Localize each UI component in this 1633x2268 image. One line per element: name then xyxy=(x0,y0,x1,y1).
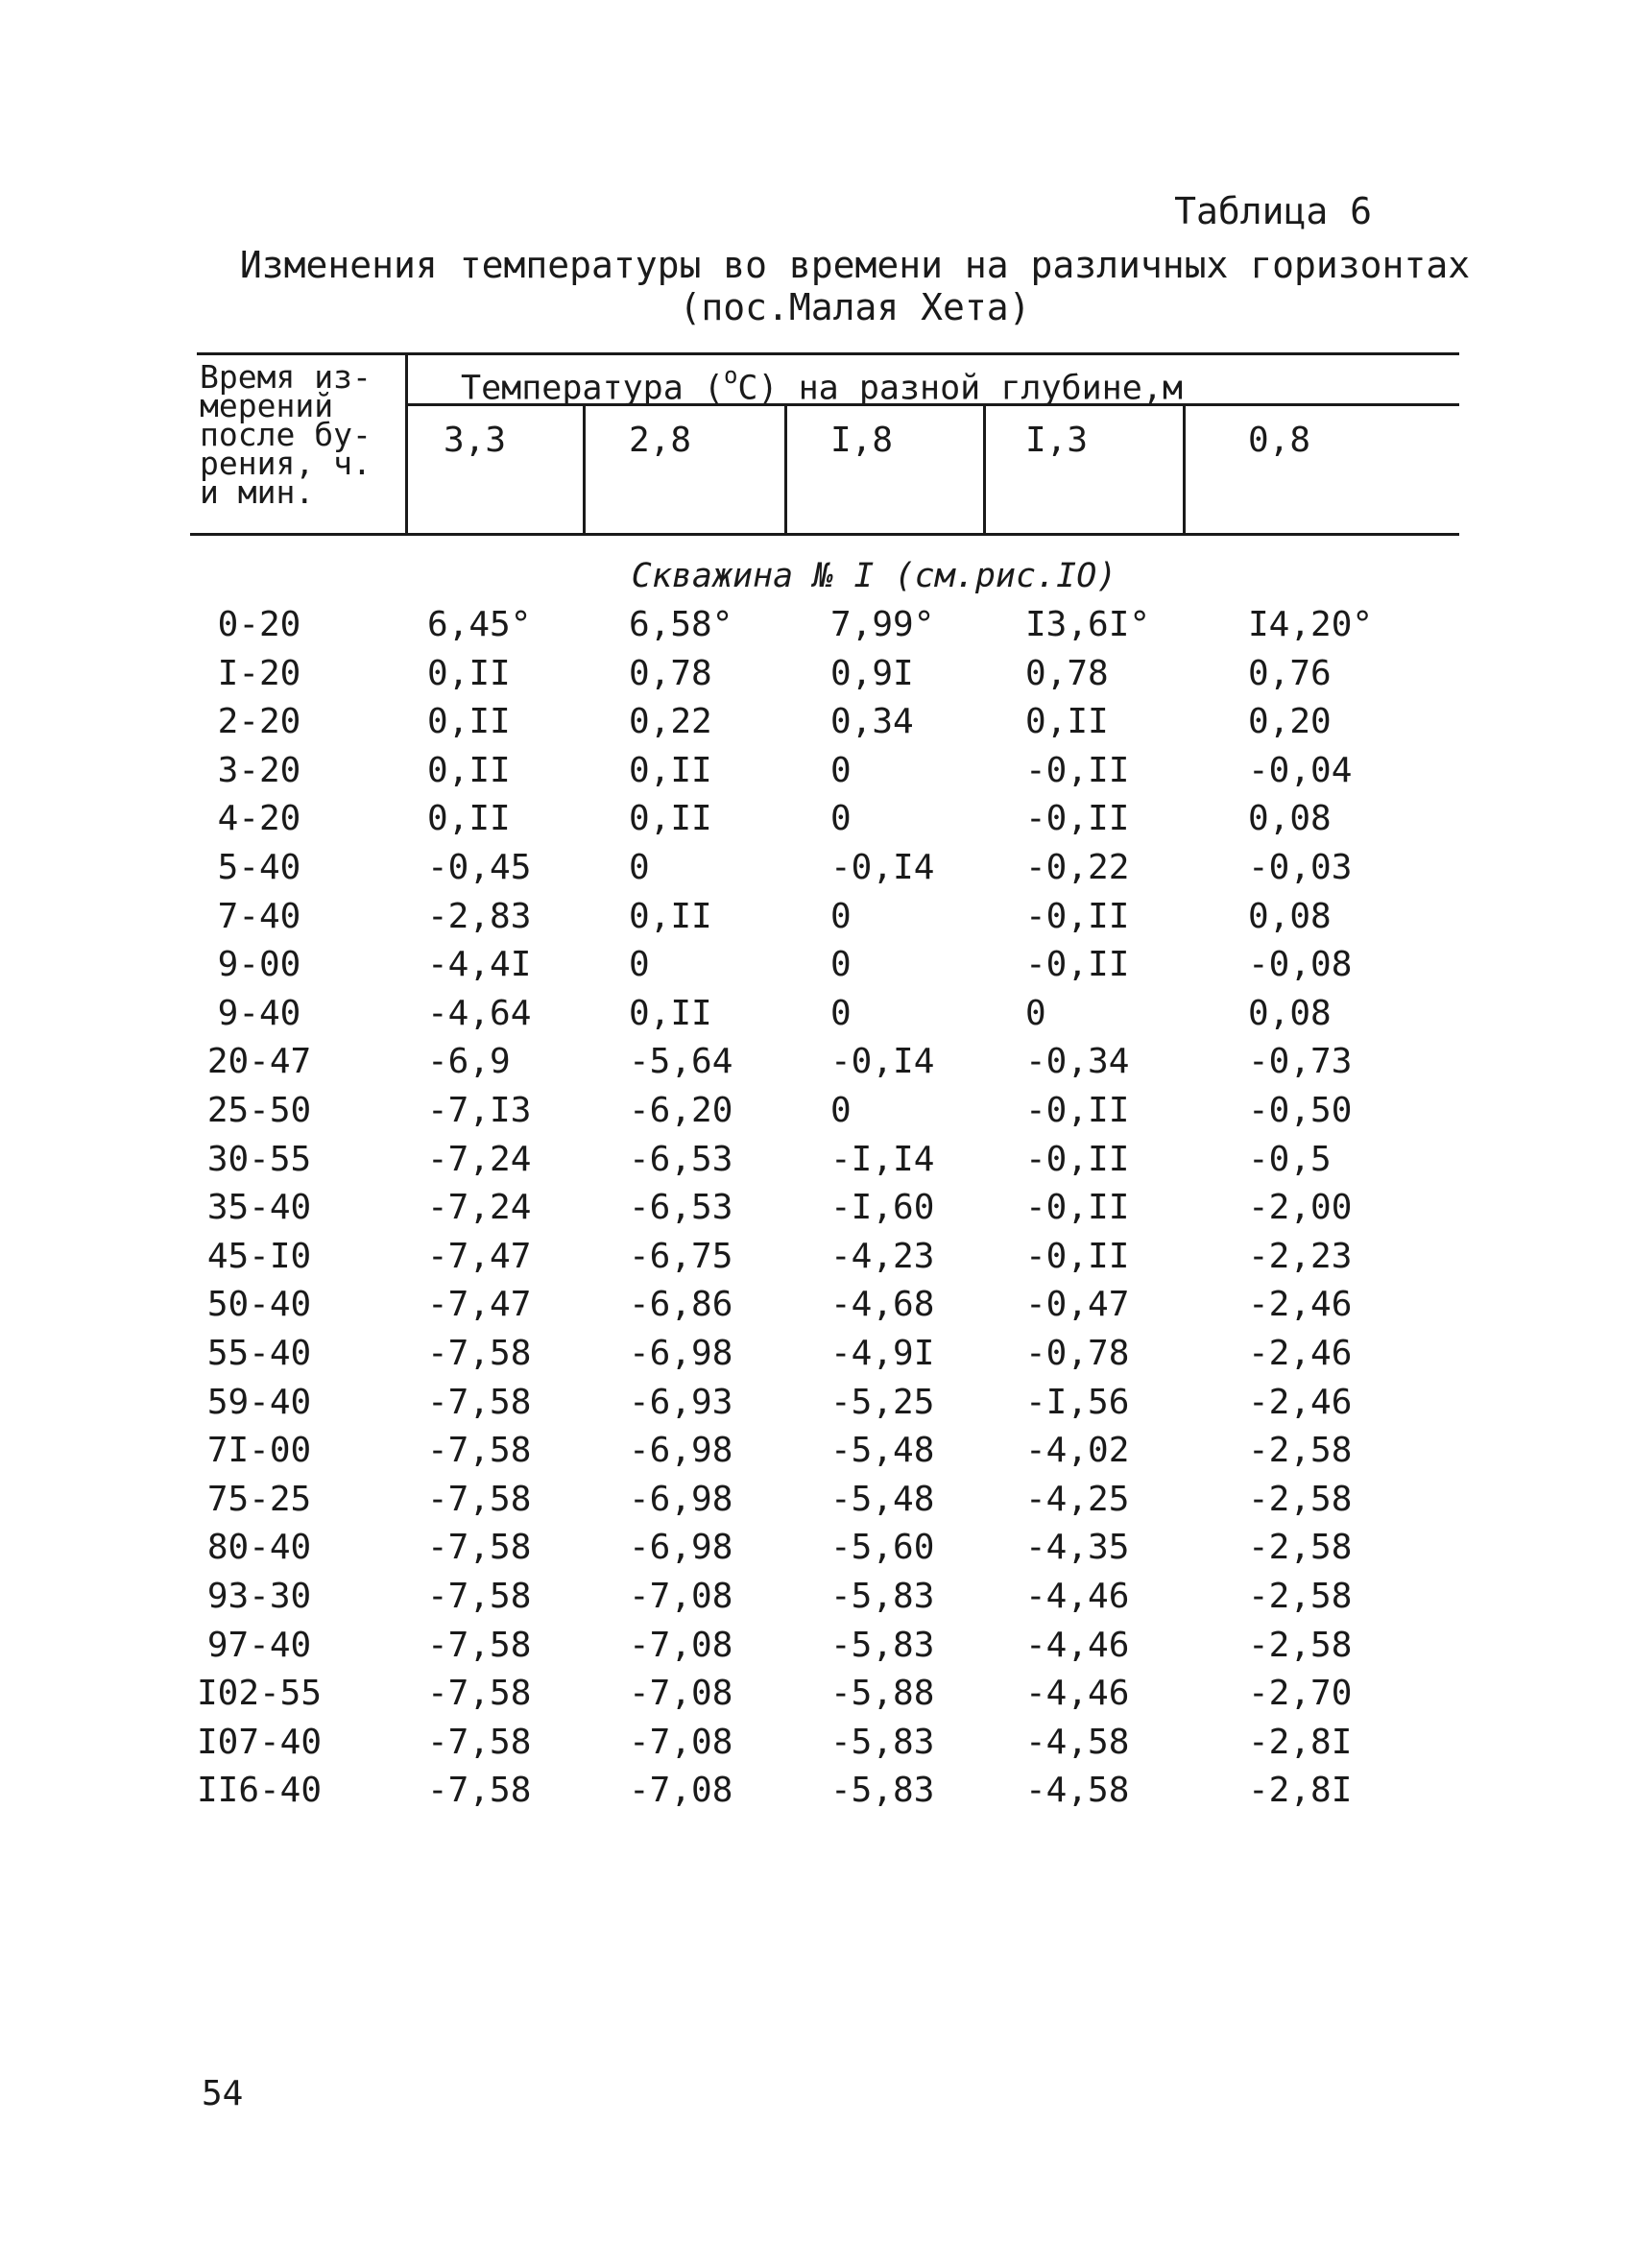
table-row xyxy=(0,1042,1633,1090)
temperature-cell: 0,20 xyxy=(1248,702,1332,742)
temperature-cell: 0,08 xyxy=(1248,993,1332,1033)
temperature-cell: 0,22 xyxy=(629,702,712,742)
table-row xyxy=(0,994,1633,1042)
temperature-cell: 0 xyxy=(830,799,852,839)
temperature-cell: -6,98 xyxy=(629,1479,733,1519)
temperature-cell: -2,58 xyxy=(1248,1528,1353,1568)
table-row xyxy=(0,702,1633,750)
temperature-cell: -7,I3 xyxy=(427,1091,532,1130)
table-row xyxy=(0,1091,1633,1139)
temperature-cell: -4,46 xyxy=(1025,1625,1130,1665)
temperature-cell: -7,47 xyxy=(427,1285,532,1325)
temperature-cell: -5,60 xyxy=(830,1528,935,1568)
time-cell: 0-20 xyxy=(217,605,301,644)
temperature-cell: -0,5 xyxy=(1248,1139,1332,1179)
temperature-cell: 0,II xyxy=(1025,702,1109,742)
temperature-header xyxy=(461,360,1183,408)
header-divider-3 xyxy=(983,403,986,535)
time-cell: 97-40 xyxy=(206,1625,312,1665)
temperature-cell: 0,9I xyxy=(830,653,914,693)
temperature-cell: I3,6I° xyxy=(1025,605,1151,644)
temperature-cell: -2,46 xyxy=(1248,1334,1353,1373)
table-row xyxy=(0,1674,1633,1722)
temperature-cell: -2,8I xyxy=(1248,1771,1353,1811)
temperature-cell: I4,20° xyxy=(1248,605,1374,644)
temperature-cell: -7,58 xyxy=(427,1722,532,1762)
temperature-cell: 7,99° xyxy=(830,605,935,644)
time-cell: 20-47 xyxy=(206,1042,312,1082)
time-cell: 7I-00 xyxy=(206,1431,312,1471)
temperature-cell: 0,II xyxy=(427,653,511,693)
time-cell: 7-40 xyxy=(217,896,301,936)
temperature-cell: 0 xyxy=(830,993,852,1033)
table-row xyxy=(0,1771,1633,1819)
temperature-cell: -2,58 xyxy=(1248,1431,1353,1471)
temperature-cell: 0 xyxy=(830,896,852,936)
time-cell: 5-40 xyxy=(217,848,301,887)
table-row xyxy=(0,654,1633,702)
temperature-cell: -6,20 xyxy=(629,1091,733,1130)
temperature-cell: -7,58 xyxy=(427,1431,532,1471)
temperature-cell: -6,98 xyxy=(629,1334,733,1373)
temperature-cell: -I,I4 xyxy=(830,1139,935,1179)
table-row xyxy=(0,605,1633,653)
temperature-cell: 0,II xyxy=(427,702,511,742)
temperature-cell: -5,83 xyxy=(830,1577,935,1616)
temperature-cell: -4,58 xyxy=(1025,1771,1130,1811)
temperature-cell: -0,II xyxy=(1025,945,1130,985)
temperature-cell: -7,58 xyxy=(427,1334,532,1373)
temperature-cell: -2,8I xyxy=(1248,1722,1353,1762)
table-row xyxy=(0,1140,1633,1188)
temperature-cell: -0,45 xyxy=(427,848,532,887)
table-row xyxy=(0,1528,1633,1576)
temperature-cell: -4,4I xyxy=(427,945,532,985)
temperature-cell: -I,56 xyxy=(1025,1382,1130,1422)
time-cell: 80-40 xyxy=(206,1528,312,1568)
time-cell: 45-I0 xyxy=(206,1236,312,1276)
temperature-cell: 0 xyxy=(830,945,852,985)
temperature-cell: -5,48 xyxy=(830,1479,935,1519)
temperature-cell: 0,II xyxy=(629,896,712,936)
time-header-line: Время из- xyxy=(200,358,372,396)
temperature-cell: 0,II xyxy=(427,750,511,790)
temperature-cell: -4,46 xyxy=(1025,1674,1130,1714)
temperature-cell: -0,II xyxy=(1025,896,1130,936)
temperature-header-text: Температура ( xyxy=(461,369,724,408)
temperature-cell: -6,75 xyxy=(629,1236,733,1276)
temperature-cell: -0,22 xyxy=(1025,848,1130,887)
depth-header-2: 2,8 xyxy=(629,421,692,460)
temperature-cell: -2,58 xyxy=(1248,1625,1353,1665)
time-cell: 9-00 xyxy=(217,945,301,985)
temperature-cell: 0,34 xyxy=(830,702,914,742)
temperature-cell: -7,58 xyxy=(427,1479,532,1519)
time-cell: 75-25 xyxy=(206,1479,312,1519)
depth-header-1: 3,3 xyxy=(444,421,507,460)
time-cell: 4-20 xyxy=(217,799,301,839)
temperature-cell: -7,58 xyxy=(427,1577,532,1616)
temperature-cell: -6,86 xyxy=(629,1285,733,1325)
header-divider-4 xyxy=(1183,403,1186,535)
header-divider-2 xyxy=(784,403,787,535)
time-cell: I02-55 xyxy=(196,1674,323,1714)
temperature-cell: -5,88 xyxy=(830,1674,935,1714)
table-row xyxy=(0,1383,1633,1431)
header-top-rule xyxy=(197,352,1459,355)
table-row xyxy=(0,897,1633,945)
temperature-cell: -4,46 xyxy=(1025,1577,1130,1616)
temperature-cell: -4,64 xyxy=(427,993,532,1033)
temperature-cell: -2,70 xyxy=(1248,1674,1353,1714)
table-row xyxy=(0,1626,1633,1674)
temperature-cell: -7,58 xyxy=(427,1528,532,1568)
temperature-cell: -4,58 xyxy=(1025,1722,1130,1762)
temperature-cell: -2,00 xyxy=(1248,1188,1353,1228)
temperature-cell: -0,I4 xyxy=(830,1042,935,1082)
temperature-cell: -0,78 xyxy=(1025,1334,1130,1373)
header-divider-1 xyxy=(583,403,586,535)
temperature-cell: 0,76 xyxy=(1248,653,1332,693)
temperature-cell: 6,58° xyxy=(629,605,733,644)
temperature-cell: -0,47 xyxy=(1025,1285,1130,1325)
temperature-cell: 6,45° xyxy=(427,605,532,644)
time-cell: I-20 xyxy=(217,653,301,693)
temperature-cell: -6,53 xyxy=(629,1139,733,1179)
section-label: Скважина № I (см.рис.IO) xyxy=(631,557,1117,595)
time-header-line: и мин. xyxy=(200,473,315,511)
temperature-cell: -6,98 xyxy=(629,1431,733,1471)
temperature-cell: -2,83 xyxy=(427,896,532,936)
time-cell: 35-40 xyxy=(206,1188,312,1228)
temperature-cell: -7,24 xyxy=(427,1139,532,1179)
time-cell: 50-40 xyxy=(206,1285,312,1325)
temperature-cell: -6,9 xyxy=(427,1042,511,1082)
table-row xyxy=(0,1723,1633,1771)
temperature-cell: -7,08 xyxy=(629,1577,733,1616)
depth-header-4: I,3 xyxy=(1025,421,1089,460)
temperature-cell: -0,73 xyxy=(1248,1042,1353,1082)
temperature-cell: -5,25 xyxy=(830,1382,935,1422)
temperature-cell: -5,48 xyxy=(830,1431,935,1471)
temperature-cell: 0,78 xyxy=(1025,653,1109,693)
temperature-cell: -7,08 xyxy=(629,1771,733,1811)
time-cell: 25-50 xyxy=(206,1091,312,1130)
temperature-cell: -4,23 xyxy=(830,1236,935,1276)
temperature-cell: -0,I4 xyxy=(830,848,935,887)
degree-superscript: о xyxy=(723,362,738,389)
temperature-cell: -7,58 xyxy=(427,1674,532,1714)
temperature-cell: -6,53 xyxy=(629,1188,733,1228)
temperature-cell: -0,II xyxy=(1025,750,1130,790)
temperature-cell: -6,98 xyxy=(629,1528,733,1568)
temperature-cell: -2,23 xyxy=(1248,1236,1353,1276)
temperature-cell: -0,II xyxy=(1025,1188,1130,1228)
temperature-cell: -5,83 xyxy=(830,1625,935,1665)
temperature-cell: 0 xyxy=(830,750,852,790)
time-cell: II6-40 xyxy=(196,1771,323,1811)
temperature-cell: -4,35 xyxy=(1025,1528,1130,1568)
temperature-cell: -2,46 xyxy=(1248,1285,1353,1325)
table-subtitle: (пос.Малая Хета) xyxy=(679,286,1031,328)
depth-header-5: 0,8 xyxy=(1248,421,1311,460)
temperature-cell: 0,II xyxy=(629,993,712,1033)
temperature-cell: 0,II xyxy=(629,799,712,839)
header-bottom-rule xyxy=(190,533,1459,536)
temperature-cell: -7,08 xyxy=(629,1625,733,1665)
time-cell: 59-40 xyxy=(206,1382,312,1422)
time-cell: 9-40 xyxy=(217,993,301,1033)
temperature-cell: -7,08 xyxy=(629,1674,733,1714)
temperature-cell: -4,02 xyxy=(1025,1431,1130,1471)
temperature-cell: -7,24 xyxy=(427,1188,532,1228)
temperature-cell: 0,78 xyxy=(629,653,712,693)
temperature-cell: -4,25 xyxy=(1025,1479,1130,1519)
temperature-cell: 0,08 xyxy=(1248,896,1332,936)
temperature-cell: -I,60 xyxy=(830,1188,935,1228)
table-row xyxy=(0,848,1633,896)
table-row xyxy=(0,1188,1633,1236)
temperature-cell: -0,04 xyxy=(1248,750,1353,790)
time-cell: 55-40 xyxy=(206,1334,312,1373)
table-row xyxy=(0,1431,1633,1479)
table-row xyxy=(0,799,1633,847)
page-number: 54 xyxy=(202,2074,244,2113)
temperature-cell: 0,II xyxy=(427,799,511,839)
temperature-header-text-2: С) на разной глубине,м xyxy=(737,369,1183,408)
time-header-line: мерений xyxy=(200,387,334,424)
header-divider-time xyxy=(405,352,408,535)
temperature-cell: -6,93 xyxy=(629,1382,733,1422)
temperature-cell: -0,II xyxy=(1025,1091,1130,1130)
temperature-cell: 0,08 xyxy=(1248,799,1332,839)
temperature-cell: -0,34 xyxy=(1025,1042,1130,1082)
depth-header-3: I,8 xyxy=(830,421,894,460)
table-row xyxy=(0,1334,1633,1382)
temperature-cell: -5,64 xyxy=(629,1042,733,1082)
temperature-cell: -0,08 xyxy=(1248,945,1353,985)
time-cell: 2-20 xyxy=(217,702,301,742)
temperature-cell: -0,03 xyxy=(1248,848,1353,887)
temperature-cell: -2,46 xyxy=(1248,1382,1353,1422)
temperature-cell: -7,58 xyxy=(427,1382,532,1422)
temperature-cell: -5,83 xyxy=(830,1722,935,1762)
temperature-cell: -7,08 xyxy=(629,1722,733,1762)
table-row xyxy=(0,1237,1633,1285)
temperature-cell: -4,68 xyxy=(830,1285,935,1325)
temperature-cell: -7,47 xyxy=(427,1236,532,1276)
temperature-cell: 0 xyxy=(629,848,650,887)
time-cell: 30-55 xyxy=(206,1139,312,1179)
table-label: Таблица 6 xyxy=(1174,190,1372,232)
time-cell: I07-40 xyxy=(196,1722,323,1762)
temperature-cell: -7,58 xyxy=(427,1625,532,1665)
time-column-header xyxy=(200,358,401,511)
temperature-cell: -0,II xyxy=(1025,1236,1130,1276)
temperature-cell: 0 xyxy=(1025,993,1046,1033)
time-cell: 93-30 xyxy=(206,1577,312,1616)
temperature-cell: 0,II xyxy=(629,750,712,790)
table-title: Изменения температуры во времени на различных горизонтах xyxy=(239,244,1471,286)
temperature-cell: -2,58 xyxy=(1248,1577,1353,1616)
table-row xyxy=(0,945,1633,993)
temperature-cell: -5,83 xyxy=(830,1771,935,1811)
temperature-cell: -0,II xyxy=(1025,799,1130,839)
temperature-cell: -4,9I xyxy=(830,1334,935,1373)
time-cell: 3-20 xyxy=(217,750,301,790)
table-row xyxy=(0,1480,1633,1528)
temperature-cell: 0 xyxy=(830,1091,852,1130)
time-header-line: рения, ч. xyxy=(200,445,372,482)
temperature-cell: -0,50 xyxy=(1248,1091,1353,1130)
table-row xyxy=(0,751,1633,799)
table-row xyxy=(0,1285,1633,1333)
temperature-cell: -0,II xyxy=(1025,1139,1130,1179)
temperature-cell: -7,58 xyxy=(427,1771,532,1811)
temperature-cell: -2,58 xyxy=(1248,1479,1353,1519)
temperature-cell: 0 xyxy=(629,945,650,985)
table-row xyxy=(0,1577,1633,1625)
time-header-line: после бу- xyxy=(200,416,372,453)
